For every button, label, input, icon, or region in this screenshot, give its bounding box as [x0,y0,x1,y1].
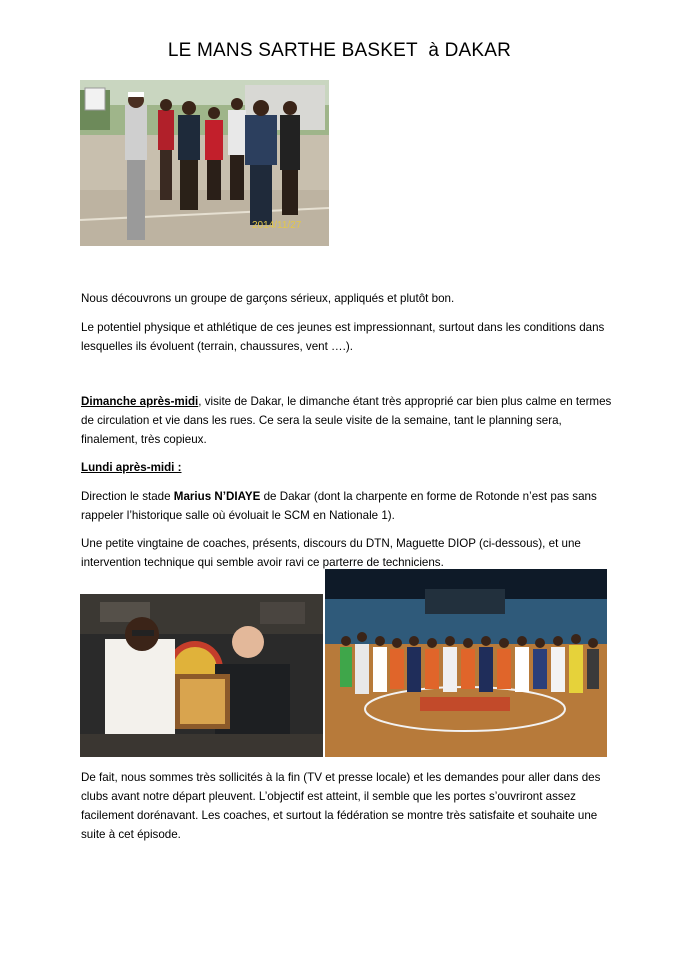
sunday-heading: Dimanche après-midi [81,395,199,408]
paragraph-7: De fait, nous sommes très sollicités à la fin (TV et presse locale) et les demandes pour aller dans des clubs avant notre départ pleuvent. L’objectif est atteint, il semble que les portes s’ouvriront assez facilement dorénavant. Les coaches, et surtout la fédération se montre très satisfaite et souhaite une suite à cet épisode. [81,771,601,841]
page-title: LE MANS SARTHE BASKET à DAKAR [167,40,512,61]
paragraph-2: Le potentiel physique et athlétique de ces jeunes est impressionnant, surtout dans les conditions dans lesquelles ils évoluent (terrain, chaussures, vent ….). [81,321,605,353]
stadium-name: Marius N’DIAYE [173,490,261,503]
paragraph-5 [81,487,621,525]
photo-outdoor-court [80,80,329,246]
monday-heading-text: Lundi après-midi : [81,461,182,474]
photo-group-arena [325,569,607,757]
paragraph-1: Nous découvrons un groupe de garçons sérieux, appliqués et plutôt bon. [81,292,455,305]
p5-post: de Dakar (dont la charpente en forme de Rotonde n’est pas sans rappeler l’historique salle où évoluait le SCM en Nationale 1). [81,490,597,522]
monday-heading [81,458,621,477]
p5-pre: Direction le stade [81,490,174,503]
sunday-text: , visite de Dakar, le dimanche étant très approprié car bien plus calme en termes de circulation et vie dans les rues. Ce sera la seule visite de la semaine, tant le planning sera, finalement, très copieux. [81,395,612,446]
photo-date-stamp: 2014/11/27 [252,220,302,231]
photo-dtn-handshake [80,594,323,757]
paragraph-6: Une petite vingtaine de coaches, présents, discours du DTN, Maguette DIOP (ci-dessous), et une intervention technique qui semble avoir ravi ce parterre de techniciens. [81,537,581,569]
paragraph-3 [81,392,621,449]
